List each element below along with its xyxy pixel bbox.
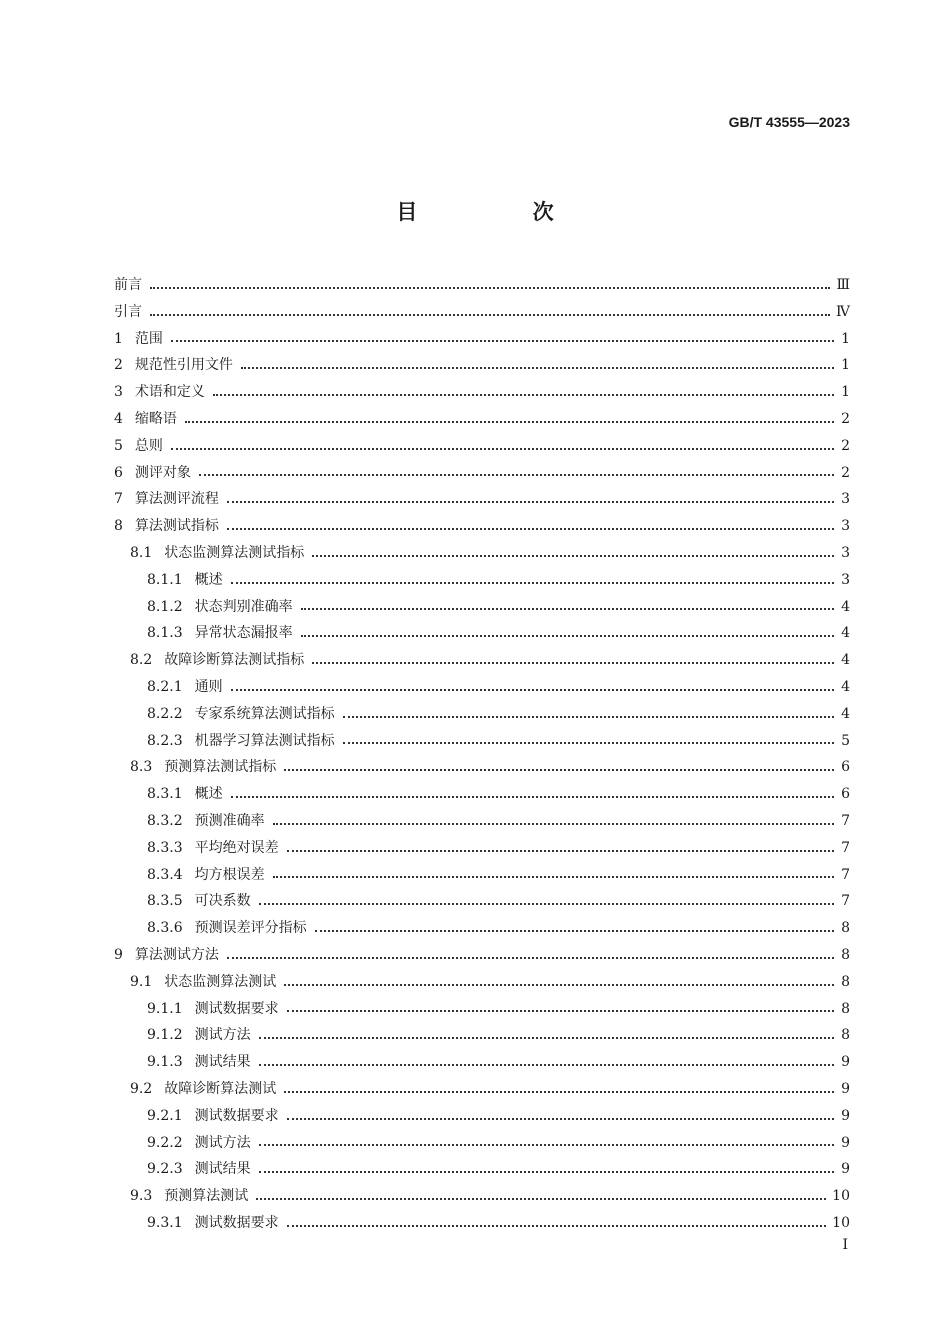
toc-entry-number: 5 [114,437,123,454]
toc-entry-page: 4 [841,598,850,615]
toc-entry-text: 测试结果 [194,1161,251,1178]
toc-entry-page: 8 [841,1027,850,1044]
dot-leader [231,581,834,584]
toc-entry-label [114,1183,248,1210]
toc-entry[interactable] [114,996,850,1023]
toc-entry-number: 9.2.3 [147,1161,183,1178]
dot-leader [213,393,834,396]
toc-entry-number: 9.1.2 [147,1027,183,1044]
toc-entry-label [114,1210,279,1237]
toc-entry-text: 预测准确率 [194,812,265,829]
toc-entry[interactable] [114,942,850,969]
toc-entry-page: 10 [832,1214,850,1231]
toc-entry-number: 8.3 [130,759,153,776]
toc-entry[interactable] [114,1103,850,1130]
toc-entry-number: 4 [114,410,123,427]
toc-entry-page: 5 [841,732,850,749]
toc-entry-number: 8.1.1 [147,571,183,588]
toc-entry-label [114,1103,279,1130]
toc-entry-number: 8.2.2 [147,705,183,722]
toc-entry[interactable] [114,406,850,433]
toc-entry[interactable] [114,433,850,460]
toc-entry-page: 9 [841,1080,850,1097]
toc-entry-number: 8.1.2 [147,598,183,615]
dot-leader [227,500,834,503]
toc-entry[interactable] [114,272,850,299]
toc-entry[interactable] [114,888,850,915]
toc-entry-text: 通则 [194,678,223,695]
toc-entry[interactable] [114,862,850,889]
toc-entry-label [114,754,276,781]
toc-entry[interactable] [114,594,850,621]
toc-entry-page: 3 [841,544,850,561]
dot-leader [259,1036,834,1039]
toc-entry[interactable] [114,915,850,942]
toc-entry-number: 9.2 [130,1080,153,1097]
toc-entry[interactable] [114,835,850,862]
toc-entry[interactable] [114,486,850,513]
toc-entry-page: 7 [841,866,850,883]
toc-entry-number: 9.2.1 [147,1107,183,1124]
toc-entry[interactable] [114,647,850,674]
toc-entry[interactable] [114,299,850,326]
toc-entry-text: 测试方法 [194,1134,251,1151]
dot-leader [312,661,834,664]
dot-leader [185,420,834,423]
toc-entry[interactable] [114,754,850,781]
toc-entry-number: 8 [114,518,123,535]
toc-entry-label [114,299,142,326]
toc-entry-label [114,862,265,889]
toc-entry-label [114,433,163,460]
dot-leader [343,715,834,718]
toc-entry-text: 均方根误差 [194,866,265,883]
toc-entry-label [114,781,223,808]
dot-leader [259,902,834,905]
toc-entry-page: 2 [841,410,850,427]
toc-entry-number: 8.3.5 [147,893,183,910]
dot-leader [259,1143,834,1146]
toc-entry-number: 8.3.2 [147,812,183,829]
page-number: Ⅰ [842,1237,848,1253]
dot-leader [315,929,834,932]
toc-entry-number: 8.3.6 [147,920,183,937]
toc-entry-number: 9.1.1 [147,1000,183,1017]
toc-entry[interactable] [114,701,850,728]
toc-entry-label [114,915,307,942]
toc-entry-number: 9.3 [130,1188,153,1205]
toc-entry[interactable] [114,567,850,594]
toc-entry-page: 8 [841,946,850,963]
toc-entry-label [114,1049,251,1076]
toc-entry-page: 1 [841,384,850,401]
toc-entry[interactable] [114,969,850,996]
toc-entry[interactable] [114,1183,850,1210]
toc-entry-text: 测试数据要求 [194,1000,279,1017]
toc-entry-text: 测评对象 [134,464,191,481]
toc-entry-text: 概述 [194,571,223,588]
dot-leader [287,1009,834,1012]
toc-entry-page: 9 [841,1134,850,1151]
toc-entry-text: 可决系数 [194,893,251,910]
toc-entry-text: 状态监测算法测试指标 [164,544,305,561]
toc-entry-page: 1 [841,357,850,374]
standard-number: GB/T 43555—2023 [728,114,850,130]
toc-entry-label [114,513,219,540]
toc-entry[interactable] [114,1210,850,1237]
toc-entry-page: 7 [841,893,850,910]
dot-leader [284,983,834,986]
toc-entry-text: 测试结果 [194,1054,251,1071]
toc-entry-text: 术语和定义 [134,384,205,401]
dot-leader [284,1090,834,1093]
toc-entry[interactable] [114,674,850,701]
toc-entry-number: 8.2.1 [147,678,183,695]
toc-entry-text: 算法测评流程 [134,491,219,508]
toc-entry-page: 7 [841,839,850,856]
page-title: 目 次 [396,200,608,224]
toc-entry-text: 故障诊断算法测试指标 [164,652,305,669]
toc-entry[interactable] [114,513,850,540]
toc-entry-text: 总则 [134,437,163,454]
toc-entry-number: 8.3.1 [147,786,183,803]
toc-entry-text: 状态监测算法测试 [164,973,277,990]
toc-entry-number: 8.3.4 [147,866,183,883]
toc-entry-number: 8.2 [130,652,153,669]
toc-entry-number: 9.2.2 [147,1134,183,1151]
dot-leader [150,286,830,289]
toc-entry-page: 8 [841,973,850,990]
toc-entry-label [114,1076,276,1103]
toc-entry-text: 机器学习算法测试指标 [194,732,335,749]
toc-entry-number: 2 [114,357,123,374]
dot-leader [227,527,834,530]
dot-leader [301,634,834,637]
toc-entry-label [114,352,233,379]
toc-entry-label [114,942,219,969]
toc-entry-text: 算法测试指标 [134,518,219,535]
toc-entry-number: 6 [114,464,123,481]
dot-leader [287,849,834,852]
toc-entry-label [114,326,163,353]
toc-entry-number: 9.3.1 [147,1214,183,1231]
dot-leader [199,473,834,476]
dot-leader [273,822,834,825]
toc-entry[interactable] [114,1049,850,1076]
toc-entry-label [114,567,223,594]
toc-entry-text: 故障诊断算法测试 [164,1080,277,1097]
toc-entry-label [114,620,293,647]
dot-leader [227,956,834,959]
toc-entry-text: 平均绝对误差 [194,839,279,856]
toc-entry-page: 4 [841,652,850,669]
table-of-contents [114,272,850,1237]
toc-entry-label [114,1156,251,1183]
toc-entry-label [114,594,293,621]
toc-entry-label [114,647,304,674]
toc-entry-text: 专家系统算法测试指标 [194,705,335,722]
dot-leader [231,795,834,798]
toc-entry-page: 2 [841,437,850,454]
toc-entry-label [114,540,304,567]
toc-entry-label [114,460,191,487]
toc-entry-text: 前言 [114,277,142,293]
toc-entry-number: 9.1.3 [147,1054,183,1071]
toc-entry-label [114,486,219,513]
toc-entry-number: 8.2.3 [147,732,183,749]
toc-entry-number: 1 [114,330,123,347]
toc-entry-label [114,272,142,299]
toc-entry-text: 测试数据要求 [194,1214,279,1231]
toc-entry-page: 8 [841,1000,850,1017]
toc-entry-text: 算法测试方法 [134,946,219,963]
toc-entry-text: 缩略语 [134,410,177,427]
toc-entry[interactable] [114,379,850,406]
toc-entry-text: 范围 [134,330,163,347]
toc-entry-page: 1 [841,330,850,347]
toc-entry-number: 9 [114,946,123,963]
toc-entry-page: 4 [841,705,850,722]
toc-entry-label [114,701,335,728]
toc-entry-page: 9 [841,1054,850,1071]
dot-leader [150,313,830,316]
toc-entry[interactable] [114,1130,850,1157]
dot-leader [171,339,834,342]
toc-entry[interactable] [114,728,850,755]
toc-entry-page: 7 [841,812,850,829]
toc-entry-label [114,835,279,862]
dot-leader [312,554,834,557]
toc-entry-page: Ⅳ [836,303,850,320]
dot-leader [231,688,834,691]
toc-entry-page: 8 [841,920,850,937]
toc-entry-page: 4 [841,625,850,642]
toc-entry-label [114,674,223,701]
toc-entry-text: 规范性引用文件 [134,357,233,374]
toc-entry-page: 6 [841,759,850,776]
toc-entry[interactable] [114,352,850,379]
toc-entry-page: 9 [841,1161,850,1178]
dot-leader [273,875,834,878]
toc-entry-text: 预测算法测试 [164,1188,249,1205]
toc-entry-text: 预测算法测试指标 [164,759,277,776]
toc-entry[interactable] [114,1156,850,1183]
toc-entry-page: 6 [841,786,850,803]
dot-leader [287,1117,834,1120]
toc-entry-text: 异常状态漏报率 [194,625,293,642]
toc-entry[interactable] [114,1022,850,1049]
toc-entry[interactable] [114,460,850,487]
toc-entry-text: 状态判别准确率 [194,598,293,615]
toc-entry-page: Ⅲ [836,277,850,293]
toc-entry-page: 3 [841,571,850,588]
toc-entry-page: 10 [832,1188,850,1205]
toc-entry-label [114,406,177,433]
toc-entry-label [114,969,276,996]
toc-entry-page: 4 [841,678,850,695]
toc-entry-label [114,379,205,406]
toc-entry-text: 测试方法 [194,1027,251,1044]
toc-entry-page: 2 [841,464,850,481]
dot-leader [259,1063,834,1066]
toc-entry-label [114,1130,251,1157]
toc-entry-page: 3 [841,491,850,508]
toc-entry-number: 7 [114,491,123,508]
toc-entry-label [114,728,335,755]
toc-entry-label [114,808,265,835]
toc-entry-text: 预测误差评分指标 [194,920,307,937]
dot-leader [259,1170,834,1173]
toc-entry-number: 8.3.3 [147,839,183,856]
dot-leader [256,1197,826,1200]
toc-entry-label [114,888,251,915]
toc-entry-number: 9.1 [130,973,153,990]
dot-leader [171,447,834,450]
toc-entry[interactable] [114,540,850,567]
toc-entry-number: 8.1 [130,544,153,561]
toc-entry-number: 8.1.3 [147,625,183,642]
toc-entry[interactable] [114,781,850,808]
toc-entry-number: 3 [114,384,123,401]
toc-entry-text: 概述 [194,786,223,803]
toc-entry-text: 引言 [114,303,142,320]
toc-entry[interactable] [114,620,850,647]
toc-entry[interactable] [114,326,850,353]
toc-entry-page: 9 [841,1107,850,1124]
dot-leader [284,768,834,771]
toc-entry-label [114,996,279,1023]
toc-entry-text: 测试数据要求 [194,1107,279,1124]
toc-entry-label [114,1022,251,1049]
dot-leader [241,366,834,369]
toc-entry[interactable] [114,1076,850,1103]
toc-entry[interactable] [114,808,850,835]
toc-entry-page: 3 [841,518,850,535]
dot-leader [301,607,834,610]
dot-leader [343,741,834,744]
dot-leader [287,1224,827,1227]
